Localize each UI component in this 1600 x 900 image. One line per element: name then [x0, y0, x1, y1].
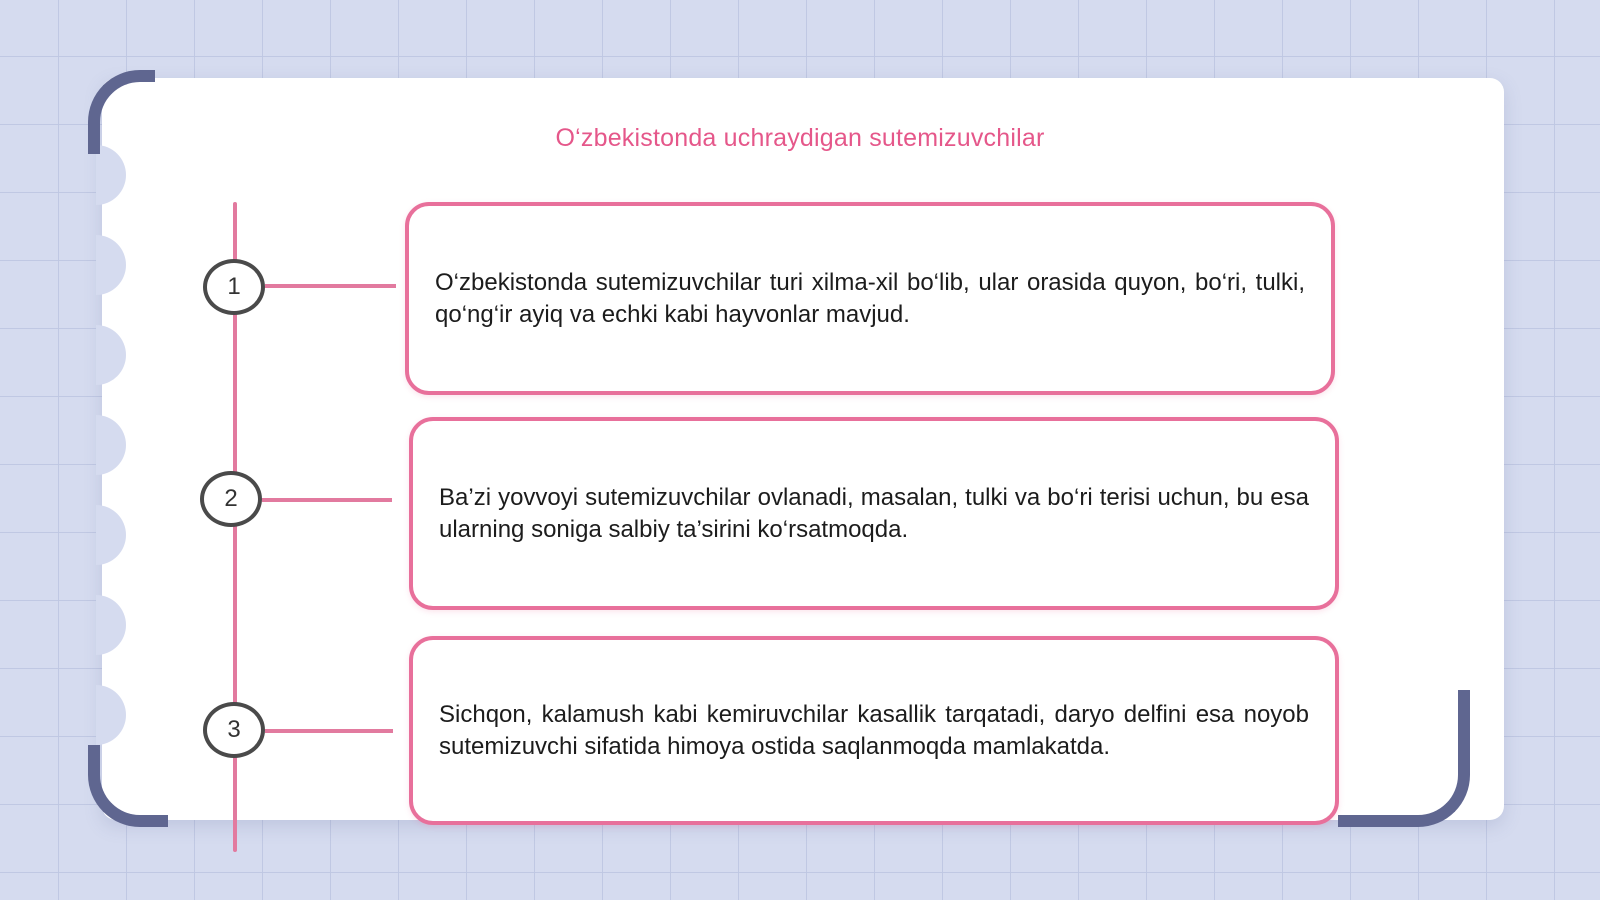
- step-number-badge: [200, 471, 262, 527]
- step-number: 1: [227, 273, 241, 300]
- frame-corner-bottom-right: [1338, 690, 1470, 827]
- slide-title: O‘zbekistonda uchraydigan sutemizuvchilar: [555, 124, 1045, 152]
- frame-corner-bottom-left: [88, 745, 168, 827]
- info-box-text: Sichqon, kalamush kabi kemiruvchilar kasallik tarqatadi, daryo delfini esa noyob sutemizuvchi sifatida himoya ostida saqlanmoqda mamlakatda.: [439, 700, 1309, 760]
- step-number-badge: [203, 259, 265, 315]
- info-box: [409, 417, 1339, 610]
- info-box-text: Ba’zi yovvoyi sutemizuvchilar ovlanadi, masalan, tulki va bo‘ri terisi uchun, bu esa ularning soniga salbiy ta’sirini ko‘rsatmoqda.: [439, 483, 1309, 543]
- info-box: [409, 636, 1339, 825]
- timeline-connector: [265, 284, 396, 288]
- info-box: [405, 202, 1335, 395]
- step-number: 3: [227, 716, 241, 743]
- frame-corner-top-left: [88, 70, 155, 154]
- timeline-connector: [262, 498, 392, 502]
- info-box-text: O‘zbekistonda sutemizuvchilar turi xilma-xil bo‘lib, ular orasida quyon, bo‘ri, tulki, qo‘ng‘ir ayiq va echki kabi hayvonlar mavjud.: [435, 268, 1305, 328]
- timeline-connector: [265, 729, 393, 733]
- step-number-badge: [203, 702, 265, 758]
- step-number: 2: [224, 485, 238, 512]
